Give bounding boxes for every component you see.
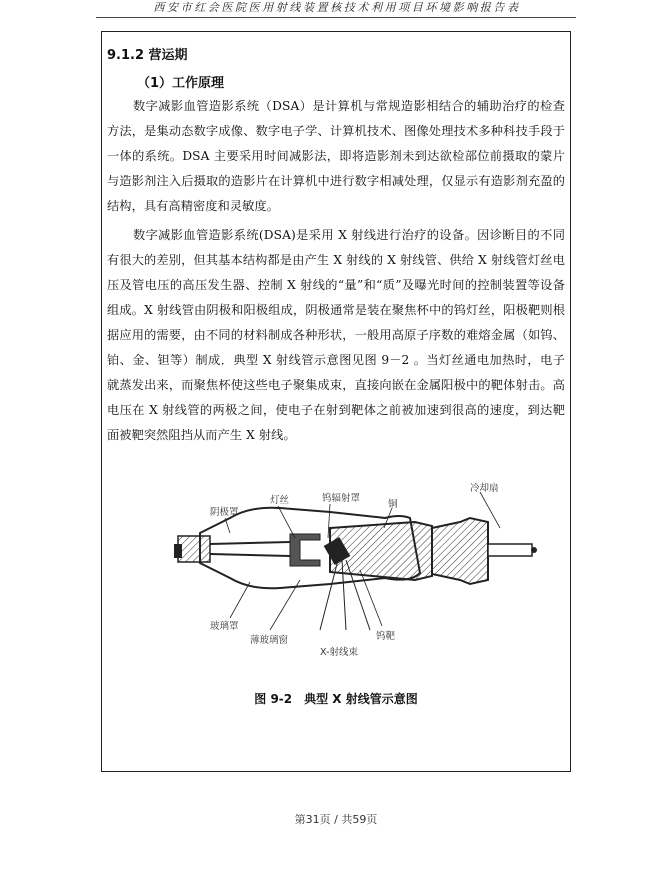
- label-tungsten-shield: 钨辐射罩: [322, 493, 361, 504]
- label-cooling-fin: 冷却扇: [470, 483, 499, 494]
- section-heading: 9.1.2 营运期: [107, 48, 188, 63]
- label-xray-beam: X-射线束: [320, 647, 358, 658]
- label-thin-glass-window: 薄玻璃窗: [250, 635, 289, 646]
- label-tungsten-target: 钨靶: [376, 631, 396, 642]
- paragraph-xray-tube: 数字减影血管造影系统(DSA)是采用 X 射线进行治疗的设备。因诊断目的不同有很大的差别，但其基本结构都是由产生 X 射线的 X 射线管、供给 X 射线管灯丝电压及管电压的高压发生器、控制 X 射线的“量”和“质”及曝光时间的控制装置等设备组成。X 射线管由阴极和阳极组成，阴极通常是装在聚焦杯中的钨灯丝，阳极靶则根据应用的需要，由不同的材料制成各种形状，一般用高原子序数的难熔金属（如钨、铂、金、钽等）制成．典型 X 射线管示意图见图 9－2 。当灯丝通电加热时，电子就蒸发出来，而聚焦杯使这些电子聚集成束，直接向嵌在金属阳极中的靶体射击。高电压在 X 射线管的两极之间，使电子在射到靶体之前被加速到很高的速度，到达靶面被靶突然阻挡从而产生 X 射线。: [107, 228, 565, 442]
- xray-tube-diagram: [170, 478, 540, 678]
- label-glass-cover: 玻璃罩: [210, 621, 239, 632]
- page-number: 第31页 / 共59页: [294, 813, 378, 826]
- subsection-heading: （1）工作原理: [137, 76, 225, 91]
- anode-stem: [432, 518, 488, 584]
- focusing-cup: [290, 534, 320, 566]
- paragraph-dsa-method: 数字减影血管造影系统（DSA）是计算机与常规造影相结合的辅助治疗的检查方法，是集动态数字成像、数字电子学、计算机技术、图像处理技术多种科技手段于一体的系统。DSA 主要采用时间减影法，即将造影剂未到达欲检部位前摄取的蒙片与造影剂注入后摄取的造影片在计算机中进行数字相减处理，仅显示有造影剂充盈的结构，具有高精密度和灵敏度。: [107, 99, 565, 213]
- header-rule: [96, 17, 576, 18]
- label-cathode-cover: 阴极罩: [210, 507, 239, 518]
- label-filament: 灯丝: [270, 495, 290, 506]
- figure-caption: 图 9-2 典型 X 射线管示意图: [254, 692, 418, 706]
- label-copper: 铜: [388, 499, 398, 510]
- cooling-rod: [488, 544, 532, 556]
- page-header: 西安市红会医院医用射线装置核技术利用项目环境影响报告表: [153, 1, 521, 14]
- cathode-assembly: [178, 536, 210, 562]
